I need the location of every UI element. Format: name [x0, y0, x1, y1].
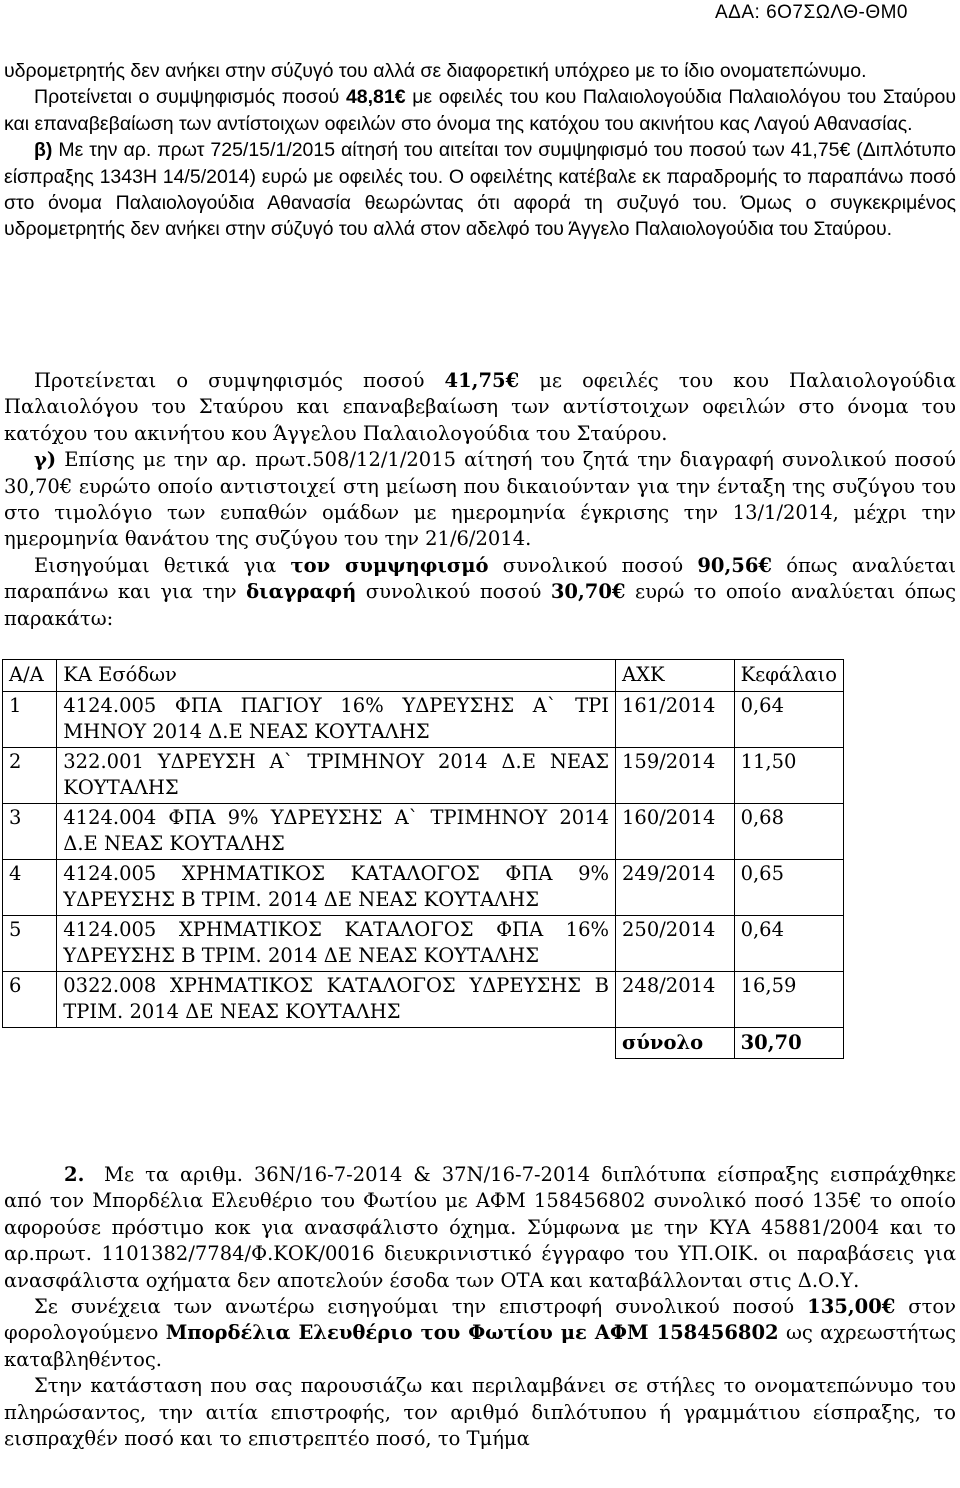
cell-axk: 250/2014: [616, 915, 735, 971]
paragraph-continuation: υδρομετρητής δεν ανήκει στην σύζυγό του αλλά σε διαφορετική υπόχρεο με το ίδιο ονοματεπώνυμο.: [4, 60, 867, 82]
cell-ka: 4124.005 ΧΡΗΜΑΤΙΚΟΣ ΚΑΤΑΛΟΓΟΣ ΦΠΑ 9% ΥΔΡΕΥΣΗΣ Β ΤΡΙΜ. 2014 ΔΕ ΝΕΑΣ ΚΟΥΤΑΛΗΣ: [57, 859, 616, 915]
table-row: [3, 971, 844, 1027]
paragraph-offset-proposal-2: Προτείνεται ο συμψηφισμός ποσού 41,75€ με οφειλές του κου Παλαιολογούδια Παλαιολόγου του Σταύρου και επαναβεβαίωση των αντίστοιχων οφειλών στο όνομα του κατόχου του ακινήτου κου Άγγελου Παλαιολογούδια του Σταύρου.: [4, 369, 956, 445]
header-kefalaio: Κεφάλαιο: [734, 660, 843, 692]
paragraph-c: γ) Επίσης με την αρ. πρωτ.508/12/1/2015 αίτησή του ζητά την διαγραφή συνολικού ποσού 30,70€ ευρώτο οποίο αντιστοιχεί στη μείωση που δικαιούνταν για την ένταξη της συζύγου του στο τιμολόγιο των ευπαθών ομάδων με ημερομηνία έγκρισης την 13/1/2014, μέχρι την ημερομηνία θανάτου της συζύγου του την 21/6/2014.: [4, 448, 956, 551]
cell-axk: 160/2014: [616, 803, 735, 859]
paragraph-statement: Στην κατάσταση που σας παρουσιάζω και περιλαμβάνει σε στήλες το ονοματεπώνυμο του πληρώσαντος, την αιτία επιστροφής, τον αριθμό διπλότυπου ή γραμμάτιου είσπραξης, το εισπραχθέν ποσό και το επιστρεπτέο ποσό, το Τμήμα: [4, 1374, 956, 1451]
cell-axk: 159/2014: [616, 747, 735, 803]
section-1: [4, 58, 956, 243]
paragraph-refund: Σε συνέχεια των ανωτέρω εισηγούμαι την επιστροφή συνολικού ποσού 135,00€ στον φορολογούμενο Μπορδέλια Ελευθέριο του Φωτίου με ΑΦΜ 158456802 ως αχρεωστήτως καταβληθέντος.: [4, 1295, 957, 1371]
header-aa: Α/Α: [3, 660, 57, 692]
cell-axk: 161/2014: [616, 691, 735, 747]
cell-ka: 4124.004 ΦΠΑ 9% ΥΔΡΕΥΣΗΣ Α` ΤΡΙΜΗΝΟΥ 2014 Δ.Ε ΝΕΑΣ ΚΟΥΤΑΛΗΣ: [57, 803, 616, 859]
cell-aa: 4: [3, 859, 57, 915]
section-2: [4, 368, 956, 632]
label-c: γ): [34, 448, 57, 472]
cell-ka: 322.001 ΥΔΡΕΥΣΗ Α` ΤΡΙΜΗΝΟΥ 2014 Δ.Ε ΝΕΑΣ ΚΟΥΤΑΛΗΣ: [57, 747, 616, 803]
section-3: [4, 1162, 956, 1452]
ada-header: ΑΔΑ: 6Ο7ΣΩΛΘ-ΘΜ0: [714, 2, 908, 23]
cell-aa: 6: [3, 971, 57, 1027]
cell-ka: 4124.005 ΧΡΗΜΑΤΙΚΟΣ ΚΑΤΑΛΟΓΟΣ ΦΠΑ 16% ΥΔΡΕΥΣΗΣ Β ΤΡΙΜ. 2014 ΔΕ ΝΕΑΣ ΚΟΥΤΑΛΗΣ: [57, 915, 616, 971]
header-axk: ΑΧΚ: [616, 660, 735, 692]
table-row: [3, 859, 844, 915]
cell-kefalaio: 0,68: [734, 803, 843, 859]
cell-aa: 2: [3, 747, 57, 803]
cell-aa: 3: [3, 803, 57, 859]
item-number-2: 2.: [64, 1163, 85, 1186]
cell-aa: 5: [3, 915, 57, 971]
paragraph-b: β) Με την αρ. πρωτ 725/15/1/2015 αίτησή του αιτείται τον συμψηφισμό του ποσού των 41,75€ (Διπλότυπο είσπραξης 1343Η 14/5/2014) ευρώ με οφειλές του. Ο οφειλέτης κατέβαλε εκ παραδρομής το παραπάνω ποσό στο όνομα Παλαιολογούδια Αθανασία θεωρώντας ότι αφορά τη συζυγό του. Όμως ο συγκεκριμένος υδρομετρητής δεν ανήκει στην σύζυγό του αλλά στον αδελφό του Άγγελο Παλαιολογούδια του Σταύρου.: [4, 139, 956, 241]
cell-kefalaio: 16,59: [734, 971, 843, 1027]
cell-ka: 0322.008 ΧΡΗΜΑΤΙΚΟΣ ΚΑΤΑΛΟΓΟΣ ΥΔΡΕΥΣΗΣ Β ΤΡΙΜ. 2014 ΔΕ ΝΕΑΣ ΚΟΥΤΑΛΗΣ: [57, 971, 616, 1027]
table-row: [3, 747, 844, 803]
cell-axk: 249/2014: [616, 859, 735, 915]
table-row: [3, 691, 844, 747]
paragraph-2: 2. Με τα αριθμ. 36Ν/16-7-2014 & 37Ν/16-7-2014 διπλότυπα είσπραξης εισπράχθηκε από τον Μπορδέλια Ελευθέριο του Φωτίου με ΑΦΜ 158456802 συνολικό ποσό 135€ το οποίο αφορούσε πρόστιμο κοκ για ανασφάλιστο όχημα. Σύμφωνα με την ΚΥΑ 45881/2004 και το αρ.πρωτ. 1101382/7784/Φ.ΚΟΚ/0016 διευκρινιστικό έγγραφο του ΥΠ.ΟΙΚ. οι παραβάσεις για ανασφάλιστα οχήματα δεν αποτελούν έσοδα των ΟΤΑ και καταβάλλονται στις Δ.Ο.Υ.: [4, 1163, 956, 1292]
label-b: β): [34, 139, 53, 162]
total-value: 30,70: [734, 1027, 843, 1058]
total-spacer: [3, 1027, 616, 1058]
cell-aa: 1: [3, 691, 57, 747]
paragraph-recommendation: Εισηγούμαι θετικά για τον συμψηφισμό συνολικού ποσού 90,56€ όπως αναλύεται παραπάνω και για την διαγραφή συνολικού ποσού 30,70€ ευρώ το οποίο αναλύεται όπως παρακάτω:: [4, 553, 957, 630]
cell-axk: 248/2014: [616, 971, 735, 1027]
table-header-row: [3, 660, 844, 692]
paragraph-offset-proposal-1: Προτείνεται ο συμψηφισμός ποσού 48,81€ με οφειλές του κου Παλαιολογούδια Παλαιολόγου του Σταύρου και επαναβεβαίωση των αντίστοιχων οφειλών στο όνομα της κατόχου του ακινήτου κας Λαγού Αθανασίας.: [4, 86, 957, 135]
cell-ka: 4124.005 ΦΠΑ ΠΑΓΙΟΥ 16% ΥΔΡΕΥΣΗΣ Α` ΤΡΙ ΜΗΝΟΥ 2014 Δ.Ε ΝΕΑΣ ΚΟΥΤΑΛΗΣ: [57, 691, 616, 747]
cell-kefalaio: 0,64: [734, 915, 843, 971]
cell-kefalaio: 0,65: [734, 859, 843, 915]
header-ka: ΚΑ Εσόδων: [57, 660, 616, 692]
table-total-row: [3, 1027, 844, 1058]
cell-kefalaio: 0,64: [734, 691, 843, 747]
total-label: σύνολο: [616, 1027, 735, 1058]
table-row: [3, 803, 844, 859]
table-row: [3, 915, 844, 971]
cell-kefalaio: 11,50: [734, 747, 843, 803]
revenue-table: [2, 659, 844, 1059]
amount-41-75: 41,75€: [444, 369, 520, 392]
amount-48-81: 48,81€: [345, 86, 406, 109]
